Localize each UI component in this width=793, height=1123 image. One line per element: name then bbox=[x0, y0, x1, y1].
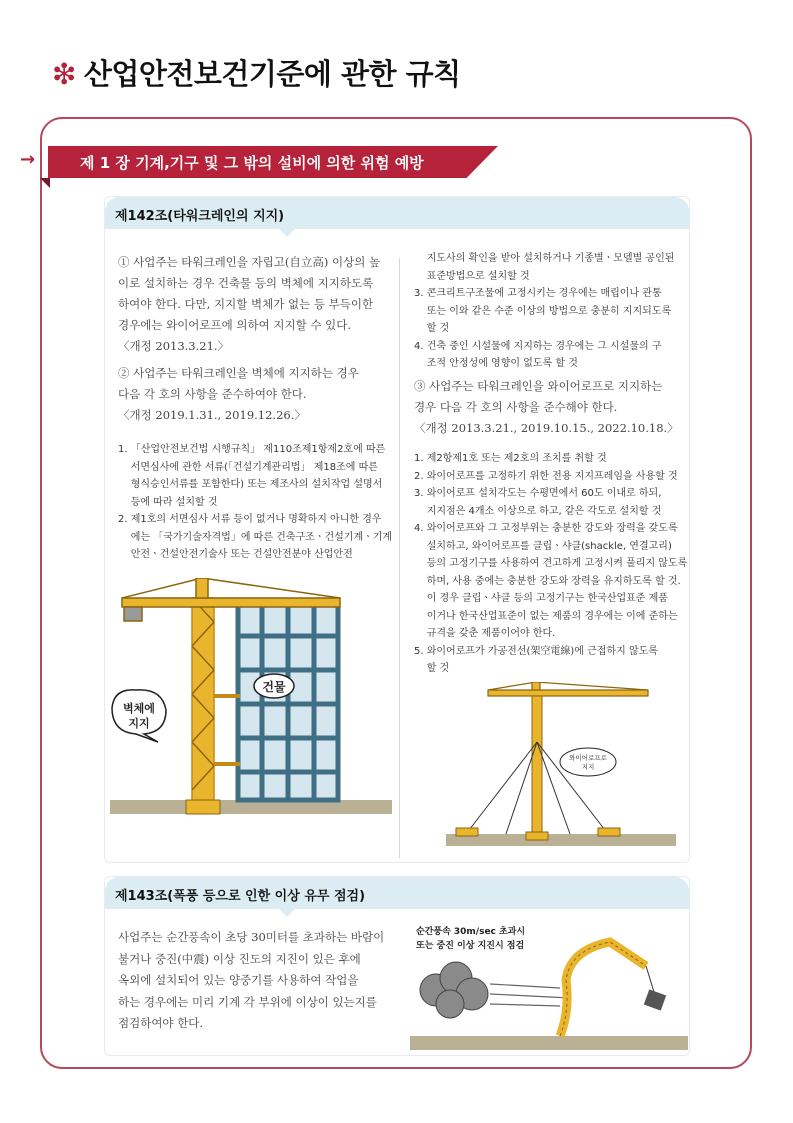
article-142-heading: 제142조(타워크레인의 지지) bbox=[115, 209, 285, 224]
art142-items-right-1: 지도사의 확인을 받아 설치하거나 기종별ㆍ모델별 공인된 표준방법으로 설치할 것 3. 콘크리트구조물에 고정시키는 경우에는 매립이나 관통 또는 이와 같은 수준 이상의 방법으로 충분히 지지되도록 할 것 4. 건축 중인 시설물에 지지하는 경우에는 그 시설물의 구 조적 안정성에 영향이 없도록 할 것 bbox=[414, 253, 675, 369]
storm-cloud bbox=[420, 962, 488, 1018]
article-142-header bbox=[105, 197, 689, 229]
ribbon-fold bbox=[40, 178, 50, 188]
arrow-right-icon: → bbox=[20, 149, 36, 170]
building-frame bbox=[238, 604, 338, 800]
ground bbox=[446, 834, 676, 846]
hanging-load bbox=[644, 989, 666, 1010]
bubble-wire-label-1: 와이어로프로 bbox=[569, 754, 607, 762]
art143-text: 사업주는 순간풍속이 초당 30미터를 초과하는 바람이 불거나 중진(中震) 이상 진도의 지진이 있은 후에 옥외에 설치되어 있는 양중기를 사용하여 작업을 하는 경우에는 미리 기계 각 부위에 이상이 있는지를 점검하여야 한다. bbox=[118, 930, 385, 1030]
crane-wall-illustration bbox=[110, 578, 392, 846]
article-143-heading: 제143조(폭풍 등으로 인한 이상 유무 점검) bbox=[115, 889, 366, 904]
art142-para-2: ② 사업주는 타워크레인을 벽체에 지지하는 경우 다음 각 호의 사항을 준수하여야 한다. 〈개정 2019.1.31., 2019.12.26.〉 bbox=[118, 366, 359, 422]
article-143-header bbox=[105, 877, 689, 909]
speech-bubble bbox=[112, 690, 166, 742]
ground bbox=[410, 1036, 688, 1050]
anchor bbox=[456, 828, 478, 836]
bubble-wall-label-1: 벽체에 bbox=[123, 702, 155, 715]
art142-para-1: ① 사업주는 타워크레인을 자립고(自立高) 이상의 높 이로 설치하는 경우 건축물 등의 벽체에 지지하도록 하여야 한다. 다만, 지지할 벽체가 없는 등 부득이한 경우에는 와이어로프에 의하여 지지할 수 있다. 〈개정 2013.3.21.〉 bbox=[118, 255, 381, 353]
crane-base bbox=[526, 832, 548, 840]
bubble-building-label: 건물 bbox=[262, 680, 286, 694]
crane-mast bbox=[192, 598, 214, 806]
art142-items-left: 1. 「산업안전보건법 시행규칙」 제110조제1항제2호에 따른 서면심사에 관한 서류(「건설기계관리법」 제18조에 따른 형식승인서류를 포함한다) 또는 제조사의 설치작업 설명서 등에 따라 설치할 것 2. 제1호의 서면심사 서류 등이 없거나 명확하지 아니한 경우 에는 「국가기술자격법」에 따른 건축구조ㆍ건설기계ㆍ기계 안전ㆍ건설안전기술사 또는 건설안전분야 산업안전 bbox=[118, 444, 393, 560]
anchor bbox=[598, 828, 620, 836]
crane-base bbox=[186, 800, 220, 814]
crane-jib bbox=[488, 682, 648, 696]
column-divider bbox=[399, 258, 400, 858]
hook-wire bbox=[646, 966, 654, 992]
chapter-title: 제 1 장 기계,기구 및 그 밖의 설비에 의한 위험 예방 bbox=[80, 154, 424, 172]
asterisk-icon: ❇ bbox=[52, 57, 76, 91]
page-title bbox=[52, 52, 461, 93]
storm-caption-1: 순간풍속 30m/sec 초과시 bbox=[416, 927, 526, 937]
page-title-text: 산업안전보건기준에 관한 규칙 bbox=[83, 57, 461, 91]
storm-illustration bbox=[410, 920, 688, 1052]
header-notch bbox=[279, 229, 295, 237]
speech-bubble bbox=[560, 748, 616, 776]
storm-caption-2: 또는 중진 이상 지진시 점검 bbox=[416, 941, 525, 951]
bubble-wall-label-2: 지지 bbox=[128, 717, 150, 730]
art142-para-3: ③ 사업주는 타워크레인을 와이어로프로 지지하는 경우 다음 각 호의 사항을 준수해야 한다. 〈개정 2013.3.21., 2019.10.15., 2022.10.18.〉 bbox=[414, 379, 679, 435]
crane-mast bbox=[532, 696, 542, 838]
header-notch bbox=[279, 909, 295, 917]
bubble-wire-label-2: 지지 bbox=[581, 763, 595, 771]
art142-items-right-2: 1. 제2항제1호 또는 제2호의 조치를 취할 것 2. 와이어로프를 고정하기 위한 전용 지지프레임을 사용할 것 3. 와이어로프 설치각도는 수평면에서 60도 이내로 하되, 지지점은 4개소 이상으로 하고, 같은 각도로 설치할 것 4. 와이어로프와 그 고정부위는 충분한 강도와 장력을 갖도록 설치하고, 와이어로프를 클립ㆍ샤클(shackle, 연결고리) 등의 고정기구를 사용하여 견고하게 고정시켜 풀리지 않도록 하며, 사용 중에는 충분한 강도와 장력을 유지하도록 할 것. 이 경우 클립ㆍ샤클 등의 고정기구는 한국산업표준 제품 이거나 한국산업표준이 없는 제품의 경우에는 이에 준하는 규격을 갖춘 제품이어야 한다. 5. 와이어로프가 가공전선(架空電線)에 근접하지 않도록 할 것 bbox=[414, 453, 688, 674]
crane-wire-illustration bbox=[446, 682, 676, 850]
bent-crane bbox=[560, 942, 646, 1036]
wind-lines bbox=[490, 984, 570, 1006]
